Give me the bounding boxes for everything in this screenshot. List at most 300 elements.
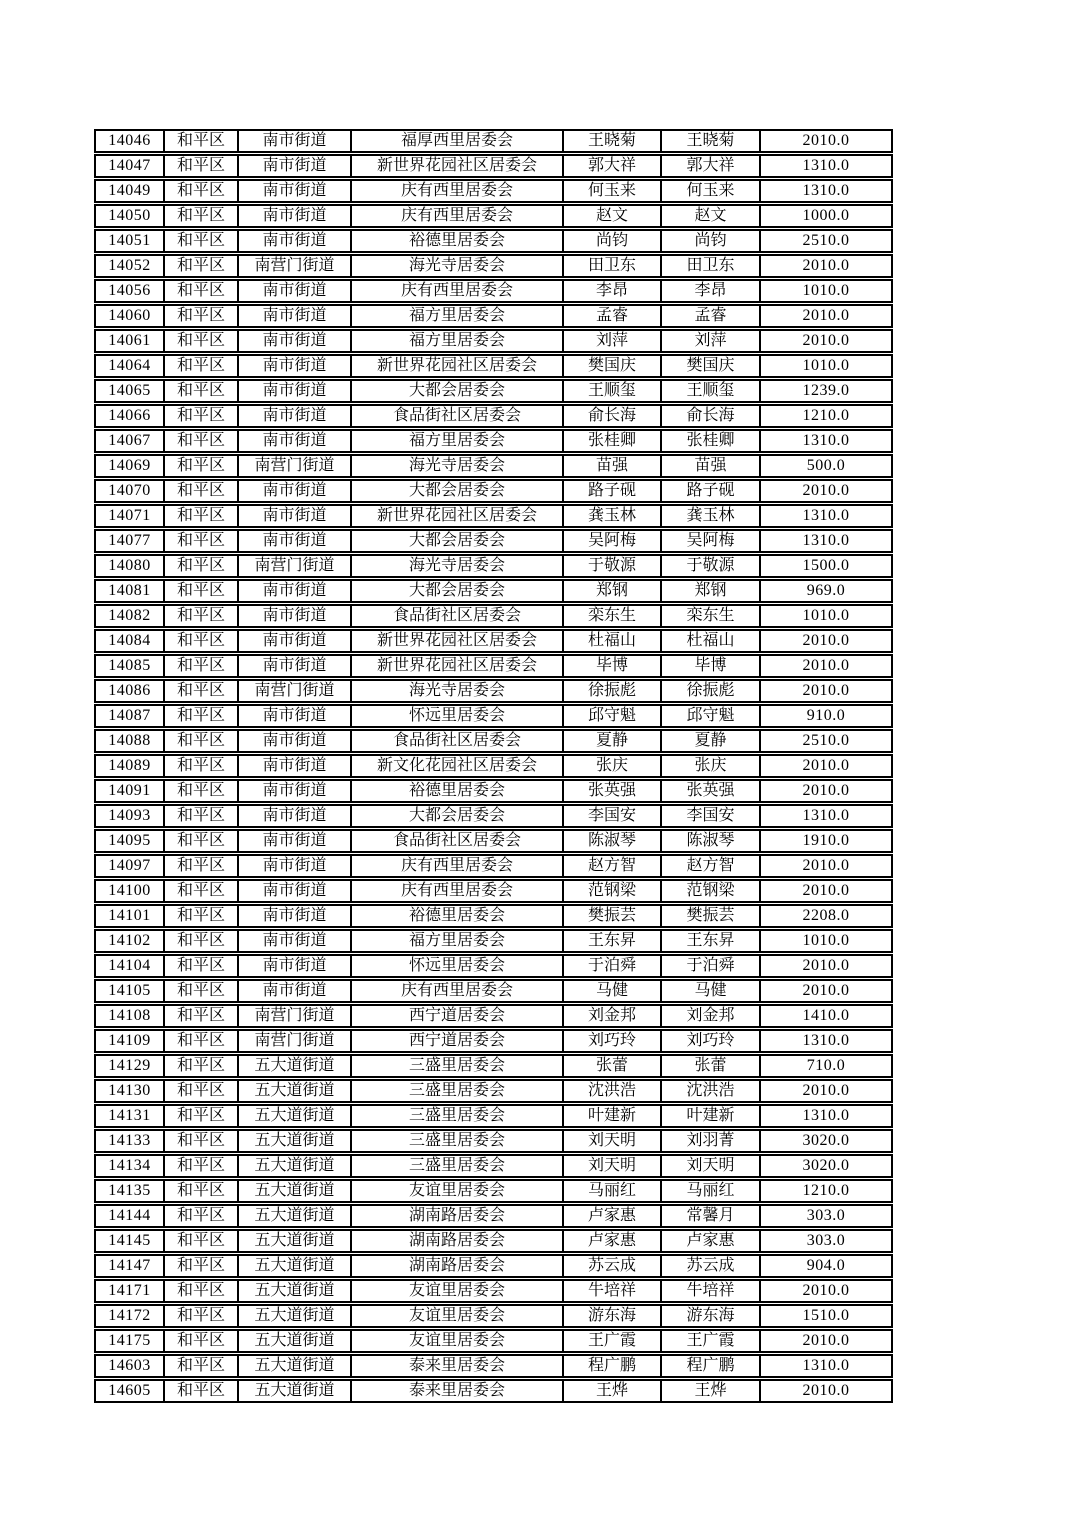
- table-row: [94, 354, 893, 378]
- cell-district: 和平区: [163, 754, 237, 778]
- cell-name-confirm: 孟睿: [660, 304, 759, 328]
- cell-record-id: 14061: [94, 329, 163, 353]
- cell-committee: 三盛里居委会: [350, 1129, 562, 1153]
- cell-district: 和平区: [163, 179, 237, 203]
- cell-amount: 1310.0: [759, 504, 893, 528]
- table-row: [94, 979, 893, 1003]
- cell-street: 南市街道: [237, 529, 350, 553]
- table-row: [94, 129, 893, 153]
- cell-name-confirm: 李昂: [660, 279, 759, 303]
- cell-record-id: 14051: [94, 229, 163, 253]
- cell-name: 尚钧: [562, 229, 660, 253]
- table-row: [94, 504, 893, 528]
- cell-name-confirm: 杜福山: [660, 629, 759, 653]
- cell-record-id: 14131: [94, 1104, 163, 1128]
- table-row: [94, 1154, 893, 1178]
- cell-amount: 2010.0: [759, 679, 893, 703]
- cell-name: 程广鹏: [562, 1354, 660, 1378]
- cell-district: 和平区: [163, 1079, 237, 1103]
- cell-district: 和平区: [163, 154, 237, 178]
- cell-record-id: 14049: [94, 179, 163, 203]
- cell-record-id: 14047: [94, 154, 163, 178]
- table-row: [94, 1079, 893, 1103]
- cell-record-id: 14060: [94, 304, 163, 328]
- cell-amount: 1310.0: [759, 1354, 893, 1378]
- cell-name-confirm: 程广鹏: [660, 1354, 759, 1378]
- cell-name-confirm: 于敬源: [660, 554, 759, 578]
- cell-record-id: 14065: [94, 379, 163, 403]
- cell-committee: 庆有西里居委会: [350, 204, 562, 228]
- table-row: [94, 1004, 893, 1028]
- cell-district: 和平区: [163, 379, 237, 403]
- cell-street: 南市街道: [237, 379, 350, 403]
- table-row: [94, 754, 893, 778]
- table-row: [94, 204, 893, 228]
- cell-amount: 904.0: [759, 1254, 893, 1278]
- cell-name: 陈淑琴: [562, 829, 660, 853]
- table-row: [94, 804, 893, 828]
- cell-district: 和平区: [163, 1329, 237, 1353]
- table-row: [94, 929, 893, 953]
- cell-name-confirm: 郑钢: [660, 579, 759, 603]
- cell-committee: 海光寺居委会: [350, 679, 562, 703]
- cell-amount: 2010.0: [759, 954, 893, 978]
- cell-committee: 庆有西里居委会: [350, 179, 562, 203]
- table-row: [94, 1179, 893, 1203]
- cell-name-confirm: 张英强: [660, 779, 759, 803]
- cell-name-confirm: 郭大祥: [660, 154, 759, 178]
- cell-amount: 1410.0: [759, 1004, 893, 1028]
- cell-committee: 福方里居委会: [350, 329, 562, 353]
- cell-committee: 裕德里居委会: [350, 904, 562, 928]
- cell-name: 卢家惠: [562, 1204, 660, 1228]
- cell-amount: 2010.0: [759, 1379, 893, 1403]
- cell-name-confirm: 刘羽菁: [660, 1129, 759, 1153]
- cell-name-confirm: 张蕾: [660, 1054, 759, 1078]
- cell-committee: 庆有西里居委会: [350, 979, 562, 1003]
- cell-district: 和平区: [163, 204, 237, 228]
- cell-name: 于敬源: [562, 554, 660, 578]
- cell-committee: 湖南路居委会: [350, 1204, 562, 1228]
- cell-street: 南市街道: [237, 829, 350, 853]
- cell-amount: 2010.0: [759, 329, 893, 353]
- cell-district: 和平区: [163, 554, 237, 578]
- cell-street: 南市街道: [237, 904, 350, 928]
- cell-committee: 庆有西里居委会: [350, 854, 562, 878]
- table-row: [94, 879, 893, 903]
- cell-street: 南市街道: [237, 954, 350, 978]
- table-row: [94, 1204, 893, 1228]
- cell-record-id: 14077: [94, 529, 163, 553]
- table-row: [94, 554, 893, 578]
- cell-record-id: 14086: [94, 679, 163, 703]
- cell-district: 和平区: [163, 1054, 237, 1078]
- records-table: [94, 128, 893, 1404]
- cell-amount: 500.0: [759, 454, 893, 478]
- cell-district: 和平区: [163, 529, 237, 553]
- records-table-body: [94, 129, 893, 1403]
- cell-district: 和平区: [163, 329, 237, 353]
- cell-street: 南市街道: [237, 304, 350, 328]
- cell-amount: 2010.0: [759, 629, 893, 653]
- cell-street: 南营门街道: [237, 1004, 350, 1028]
- cell-amount: 303.0: [759, 1229, 893, 1253]
- cell-street: 南营门街道: [237, 254, 350, 278]
- cell-record-id: 14102: [94, 929, 163, 953]
- table-row: [94, 1379, 893, 1403]
- cell-amount: 1310.0: [759, 1104, 893, 1128]
- cell-committee: 福方里居委会: [350, 929, 562, 953]
- cell-amount: 2510.0: [759, 229, 893, 253]
- cell-street: 南市街道: [237, 354, 350, 378]
- cell-record-id: 14145: [94, 1229, 163, 1253]
- cell-street: 南市街道: [237, 929, 350, 953]
- cell-name-confirm: 于泊舜: [660, 954, 759, 978]
- cell-amount: 1500.0: [759, 554, 893, 578]
- cell-street: 南市街道: [237, 179, 350, 203]
- cell-name: 李国安: [562, 804, 660, 828]
- cell-record-id: 14052: [94, 254, 163, 278]
- cell-committee: 食品街社区居委会: [350, 404, 562, 428]
- cell-committee: 三盛里居委会: [350, 1054, 562, 1078]
- cell-committee: 友谊里居委会: [350, 1329, 562, 1353]
- cell-name: 樊国庆: [562, 354, 660, 378]
- table-row: [94, 1229, 893, 1253]
- cell-district: 和平区: [163, 1179, 237, 1203]
- cell-district: 和平区: [163, 729, 237, 753]
- cell-committee: 裕德里居委会: [350, 779, 562, 803]
- cell-name: 马健: [562, 979, 660, 1003]
- cell-committee: 新文化花园社区居委会: [350, 754, 562, 778]
- cell-name-confirm: 沈洪浩: [660, 1079, 759, 1103]
- cell-name: 张桂卿: [562, 429, 660, 453]
- cell-name-confirm: 樊振芸: [660, 904, 759, 928]
- cell-amount: 1310.0: [759, 429, 893, 453]
- cell-district: 和平区: [163, 679, 237, 703]
- cell-street: 五大道街道: [237, 1079, 350, 1103]
- cell-amount: 2010.0: [759, 779, 893, 803]
- cell-street: 五大道街道: [237, 1104, 350, 1128]
- cell-district: 和平区: [163, 1379, 237, 1403]
- table-row: [94, 179, 893, 203]
- cell-name: 吴阿梅: [562, 529, 660, 553]
- cell-street: 五大道街道: [237, 1154, 350, 1178]
- cell-name: 赵文: [562, 204, 660, 228]
- table-row: [94, 1329, 893, 1353]
- cell-committee: 泰来里居委会: [350, 1379, 562, 1403]
- cell-committee: 福厚西里居委会: [350, 129, 562, 153]
- cell-name: 田卫东: [562, 254, 660, 278]
- cell-committee: 友谊里居委会: [350, 1179, 562, 1203]
- cell-amount: 2010.0: [759, 1279, 893, 1303]
- cell-district: 和平区: [163, 1304, 237, 1328]
- cell-name: 刘巧玲: [562, 1029, 660, 1053]
- cell-amount: 2010.0: [759, 854, 893, 878]
- cell-committee: 西宁道居委会: [350, 1029, 562, 1053]
- cell-district: 和平区: [163, 1229, 237, 1253]
- cell-name: 郭大祥: [562, 154, 660, 178]
- table-row: [94, 379, 893, 403]
- cell-name: 何玉来: [562, 179, 660, 203]
- cell-street: 五大道街道: [237, 1229, 350, 1253]
- cell-name: 于泊舜: [562, 954, 660, 978]
- cell-street: 南市街道: [237, 879, 350, 903]
- cell-name-confirm: 苏云成: [660, 1254, 759, 1278]
- cell-record-id: 14144: [94, 1204, 163, 1228]
- cell-name-confirm: 张庆: [660, 754, 759, 778]
- table-row: [94, 279, 893, 303]
- table-row: [94, 1104, 893, 1128]
- cell-amount: 2208.0: [759, 904, 893, 928]
- cell-record-id: 14082: [94, 604, 163, 628]
- cell-street: 五大道街道: [237, 1129, 350, 1153]
- cell-committee: 西宁道居委会: [350, 1004, 562, 1028]
- cell-street: 南市街道: [237, 479, 350, 503]
- cell-district: 和平区: [163, 279, 237, 303]
- cell-amount: 1000.0: [759, 204, 893, 228]
- cell-amount: 969.0: [759, 579, 893, 603]
- cell-record-id: 14129: [94, 1054, 163, 1078]
- cell-street: 南市街道: [237, 629, 350, 653]
- cell-street: 南市街道: [237, 704, 350, 728]
- cell-record-id: 14134: [94, 1154, 163, 1178]
- cell-amount: 3020.0: [759, 1129, 893, 1153]
- cell-committee: 新世界花园社区居委会: [350, 154, 562, 178]
- cell-amount: 2010.0: [759, 254, 893, 278]
- cell-amount: 1310.0: [759, 179, 893, 203]
- cell-amount: 2510.0: [759, 729, 893, 753]
- cell-record-id: 14095: [94, 829, 163, 853]
- cell-name-confirm: 王烨: [660, 1379, 759, 1403]
- cell-name: 王烨: [562, 1379, 660, 1403]
- cell-district: 和平区: [163, 1279, 237, 1303]
- cell-district: 和平区: [163, 704, 237, 728]
- table-row: [94, 629, 893, 653]
- cell-record-id: 14171: [94, 1279, 163, 1303]
- cell-record-id: 14175: [94, 1329, 163, 1353]
- cell-record-id: 14093: [94, 804, 163, 828]
- cell-street: 南市街道: [237, 204, 350, 228]
- cell-name: 范钢梁: [562, 879, 660, 903]
- cell-record-id: 14100: [94, 879, 163, 903]
- cell-street: 南营门街道: [237, 454, 350, 478]
- cell-record-id: 14064: [94, 354, 163, 378]
- cell-record-id: 14067: [94, 429, 163, 453]
- cell-name-confirm: 苗强: [660, 454, 759, 478]
- cell-street: 五大道街道: [237, 1354, 350, 1378]
- cell-name: 王东昇: [562, 929, 660, 953]
- cell-district: 和平区: [163, 404, 237, 428]
- table-row: [94, 1054, 893, 1078]
- cell-name-confirm: 何玉来: [660, 179, 759, 203]
- cell-street: 南市街道: [237, 754, 350, 778]
- cell-amount: 2010.0: [759, 879, 893, 903]
- cell-street: 南市街道: [237, 604, 350, 628]
- cell-committee: 大都会居委会: [350, 479, 562, 503]
- cell-name: 王晓菊: [562, 129, 660, 153]
- cell-record-id: 14091: [94, 779, 163, 803]
- cell-record-id: 14172: [94, 1304, 163, 1328]
- cell-district: 和平区: [163, 854, 237, 878]
- cell-street: 五大道街道: [237, 1254, 350, 1278]
- cell-name-confirm: 刘金邦: [660, 1004, 759, 1028]
- cell-committee: 三盛里居委会: [350, 1079, 562, 1103]
- cell-name-confirm: 路子砚: [660, 479, 759, 503]
- cell-committee: 友谊里居委会: [350, 1304, 562, 1328]
- cell-record-id: 14080: [94, 554, 163, 578]
- cell-name: 夏静: [562, 729, 660, 753]
- cell-committee: 大都会居委会: [350, 804, 562, 828]
- cell-name-confirm: 王晓菊: [660, 129, 759, 153]
- cell-street: 五大道街道: [237, 1304, 350, 1328]
- cell-name-confirm: 尚钧: [660, 229, 759, 253]
- cell-name-confirm: 龚玉林: [660, 504, 759, 528]
- cell-name-confirm: 毕博: [660, 654, 759, 678]
- cell-name: 邱守魁: [562, 704, 660, 728]
- cell-record-id: 14133: [94, 1129, 163, 1153]
- cell-street: 南市街道: [237, 979, 350, 1003]
- cell-committee: 海光寺居委会: [350, 254, 562, 278]
- cell-district: 和平区: [163, 1129, 237, 1153]
- cell-committee: 海光寺居委会: [350, 554, 562, 578]
- cell-district: 和平区: [163, 479, 237, 503]
- cell-name: 杜福山: [562, 629, 660, 653]
- cell-record-id: 14087: [94, 704, 163, 728]
- cell-committee: 大都会居委会: [350, 529, 562, 553]
- cell-committee: 食品街社区居委会: [350, 729, 562, 753]
- cell-name: 刘天明: [562, 1154, 660, 1178]
- cell-name-confirm: 游东海: [660, 1304, 759, 1328]
- cell-committee: 新世界花园社区居委会: [350, 629, 562, 653]
- cell-street: 南市街道: [237, 504, 350, 528]
- cell-name-confirm: 田卫东: [660, 254, 759, 278]
- cell-name: 苏云成: [562, 1254, 660, 1278]
- cell-name: 徐振彪: [562, 679, 660, 703]
- cell-name-confirm: 王广霞: [660, 1329, 759, 1353]
- cell-record-id: 14046: [94, 129, 163, 153]
- cell-amount: 710.0: [759, 1054, 893, 1078]
- cell-name-confirm: 樊国庆: [660, 354, 759, 378]
- cell-district: 和平区: [163, 829, 237, 853]
- table-row: [94, 1279, 893, 1303]
- table-row: [94, 954, 893, 978]
- cell-street: 南市街道: [237, 779, 350, 803]
- cell-amount: 1010.0: [759, 929, 893, 953]
- cell-street: 南市街道: [237, 729, 350, 753]
- cell-district: 和平区: [163, 954, 237, 978]
- table-row: [94, 579, 893, 603]
- cell-name-confirm: 栾东生: [660, 604, 759, 628]
- cell-record-id: 14101: [94, 904, 163, 928]
- cell-name: 郑钢: [562, 579, 660, 603]
- cell-record-id: 14085: [94, 654, 163, 678]
- cell-street: 南市街道: [237, 429, 350, 453]
- cell-committee: 福方里居委会: [350, 304, 562, 328]
- cell-name-confirm: 李国安: [660, 804, 759, 828]
- cell-amount: 303.0: [759, 1204, 893, 1228]
- cell-district: 和平区: [163, 304, 237, 328]
- cell-committee: 庆有西里居委会: [350, 879, 562, 903]
- table-row: [94, 329, 893, 353]
- cell-name: 刘天明: [562, 1129, 660, 1153]
- cell-committee: 大都会居委会: [350, 379, 562, 403]
- cell-district: 和平区: [163, 929, 237, 953]
- cell-street: 南市街道: [237, 404, 350, 428]
- cell-name: 张英强: [562, 779, 660, 803]
- cell-amount: 2010.0: [759, 654, 893, 678]
- cell-name-confirm: 马健: [660, 979, 759, 1003]
- cell-amount: 1010.0: [759, 354, 893, 378]
- cell-amount: 1010.0: [759, 604, 893, 628]
- cell-street: 南市街道: [237, 804, 350, 828]
- cell-committee: 新世界花园社区居委会: [350, 354, 562, 378]
- cell-record-id: 14603: [94, 1354, 163, 1378]
- cell-district: 和平区: [163, 1204, 237, 1228]
- cell-amount: 1310.0: [759, 529, 893, 553]
- cell-name-confirm: 王顺玺: [660, 379, 759, 403]
- cell-committee: 庆有西里居委会: [350, 279, 562, 303]
- cell-name: 李昂: [562, 279, 660, 303]
- cell-committee: 新世界花园社区居委会: [350, 504, 562, 528]
- table-row: [94, 604, 893, 628]
- table-row: [94, 429, 893, 453]
- cell-amount: 2010.0: [759, 979, 893, 1003]
- cell-record-id: 14135: [94, 1179, 163, 1203]
- cell-street: 五大道街道: [237, 1054, 350, 1078]
- cell-record-id: 14108: [94, 1004, 163, 1028]
- cell-name: 卢家惠: [562, 1229, 660, 1253]
- cell-district: 和平区: [163, 1154, 237, 1178]
- table-row: [94, 829, 893, 853]
- cell-district: 和平区: [163, 979, 237, 1003]
- cell-name: 张庆: [562, 754, 660, 778]
- table-row: [94, 254, 893, 278]
- cell-street: 五大道街道: [237, 1379, 350, 1403]
- cell-record-id: 14109: [94, 1029, 163, 1053]
- table-row: [94, 679, 893, 703]
- table-row: [94, 654, 893, 678]
- cell-district: 和平区: [163, 254, 237, 278]
- cell-record-id: 14071: [94, 504, 163, 528]
- cell-record-id: 14104: [94, 954, 163, 978]
- cell-record-id: 14105: [94, 979, 163, 1003]
- cell-district: 和平区: [163, 1354, 237, 1378]
- cell-street: 南营门街道: [237, 679, 350, 703]
- cell-district: 和平区: [163, 879, 237, 903]
- cell-record-id: 14066: [94, 404, 163, 428]
- cell-name-confirm: 王东昇: [660, 929, 759, 953]
- cell-amount: 1210.0: [759, 404, 893, 428]
- cell-name: 游东海: [562, 1304, 660, 1328]
- cell-district: 和平区: [163, 454, 237, 478]
- cell-street: 南营门街道: [237, 1029, 350, 1053]
- table-row: [94, 404, 893, 428]
- cell-street: 南市街道: [237, 279, 350, 303]
- cell-district: 和平区: [163, 1104, 237, 1128]
- table-row: [94, 1254, 893, 1278]
- cell-committee: 三盛里居委会: [350, 1104, 562, 1128]
- table-row: [94, 704, 893, 728]
- cell-name-confirm: 陈淑琴: [660, 829, 759, 853]
- cell-district: 和平区: [163, 654, 237, 678]
- cell-name-confirm: 张桂卿: [660, 429, 759, 453]
- cell-amount: 1310.0: [759, 1029, 893, 1053]
- cell-street: 南市街道: [237, 329, 350, 353]
- cell-street: 五大道街道: [237, 1204, 350, 1228]
- cell-district: 和平区: [163, 629, 237, 653]
- cell-name-confirm: 刘巧玲: [660, 1029, 759, 1053]
- cell-name: 路子砚: [562, 479, 660, 503]
